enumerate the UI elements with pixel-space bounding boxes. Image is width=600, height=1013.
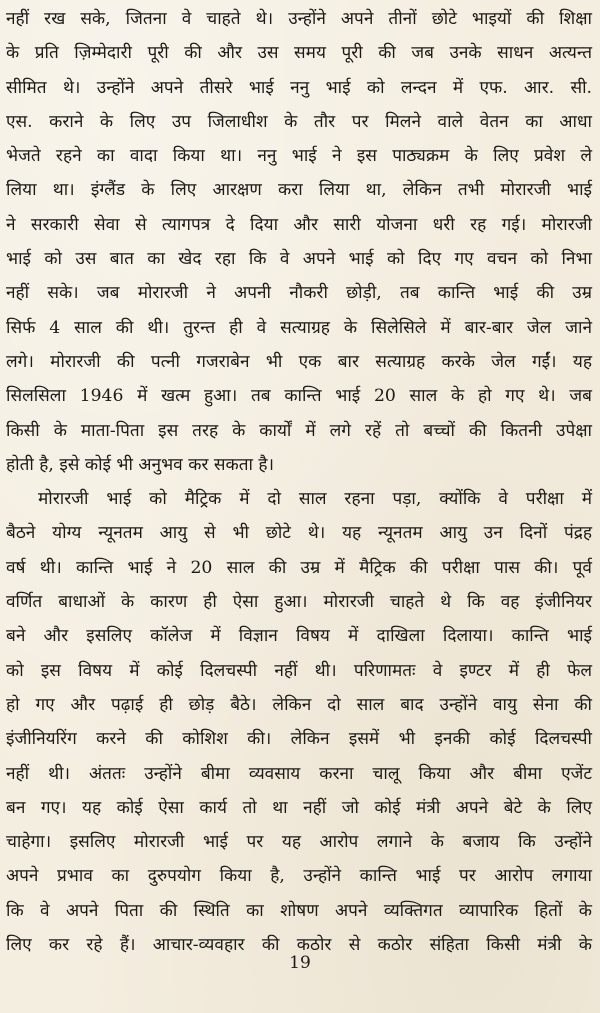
- body-text: [6, 2, 592, 962]
- text-line: लगे। मोरारजी की पत्नी गजराबेन भी एक बार सत्याग्रह करके जेल गईं। यह: [6, 351, 592, 372]
- text-line: भाई को उस बात का खेद रहा कि वे अपने भाई को दिए गए वचन को निभा: [6, 249, 592, 270]
- text-line: सीमित थे। उन्होंने अपने तीसरे भाई ननु भाई को लन्दन में एफ. आर. सी.: [6, 77, 592, 98]
- text-line: एस. कराने के लिए उप जिलाधीश के तौर पर मिलने वाले वेतन का आधा: [6, 111, 592, 132]
- text-line: नहीं रख सके, जितना वे चाहते थे। उन्होंने अपने तीनों छोटे भाइयों की शिक्षा: [6, 9, 592, 29]
- text-line: होती है, इसे कोई भी अनुभव कर सकता है।: [6, 454, 275, 475]
- text-line: हो गए और पढ़ाई ही छोड़ बैठे। लेकिन दो साल बाद उन्होंने वायु सेना की: [6, 694, 592, 715]
- text-line: इंजीनियरिंग करने की कोशिश की। लेकिन इसमें भी इनकी कोई दिलचस्पी: [6, 729, 592, 750]
- text-line: के प्रति ज़िम्मेदारी पूरी की और उस समय पूरी की जब उनके साधन अत्यन्त: [6, 43, 592, 64]
- text-line: वर्णित बाधाओं के कारण ही ऐसा हुआ। मोरारजी चाहते थे कि वह इंजीनियर: [6, 592, 592, 613]
- text-line: ने सरकारी सेवा से त्यागपत्र दे दिया और सारी योजना धरी रह गई। मोरारजी: [6, 214, 592, 235]
- text-line: मोरारजी भाई को मैट्रिक में दो साल रहना पड़ा, क्योंकि वे परीक्षा में: [38, 489, 592, 510]
- text-line: बन गए। यह कोई ऐसा कार्य तो था नहीं जो कोई मंत्री अपने बेटे के लिए: [6, 797, 592, 818]
- paragraph-2: [6, 482, 592, 962]
- text-line: लिए कर रहे हैं। आचार-व्यवहार की कठोर से कठोर संहिता किसी मंत्री के: [6, 935, 592, 956]
- text-line: भेजते रहने का वादा किया था। ननु भाई ने इस पाठ्यक्रम के लिए प्रवेश ले: [6, 146, 592, 167]
- text-line: वर्ष थी। कान्ति भाई ने 20 साल की उम्र में मैट्रिक की परीक्षा पास की। पूर्व: [6, 557, 592, 578]
- text-line: सिलसिला 1946 में खत्म हुआ। तब कान्ति भाई 20 साल के हो गए थे। जब: [6, 386, 592, 407]
- text-line: लिया था। इंग्लैंड के लिए आरक्षण करा लिया था, लेकिन तभी मोरारजी भाई: [6, 180, 592, 201]
- text-line: सिर्फ 4 साल की थी। तुरन्त ही वे सत्याग्रह के सिलेसिले में बार-बार जेल जाने: [6, 317, 592, 338]
- text-line: नहीं सके। जब मोरारजी ने अपनी नौकरी छोड़ी, तब कान्ति भाई की उम्र: [6, 283, 592, 304]
- text-line: कि वे अपने पिता की स्थिति का शोषण अपने व्यक्तिगत व्यापारिक हितों के: [6, 900, 592, 921]
- text-line: चाहेगा। इसलिए मोरारजी भाई पर यह आरोप लगाने के बजाय कि उन्होंने: [6, 832, 592, 853]
- page-number: 19: [289, 953, 311, 973]
- text-line: अपने प्रभाव का दुरुपयोग किया है, उन्होंने कान्ति भाई पर आरोप लगाया: [6, 866, 592, 887]
- paragraph-1: [6, 2, 592, 482]
- text-line: को इस विषय में कोई दिलचस्पी नहीं थी। परिणामतः वे इण्टर में ही फेल: [6, 660, 592, 681]
- text-line: किसी के माता-पिता इस तरह के कार्यों में लगे रहें तो बच्चों की कितनी उपेक्षा: [6, 420, 592, 441]
- text-line: नहीं थी। अंततः उन्होंने बीमा व्यवसाय करना चालू किया और बीमा एजेंट: [6, 763, 592, 784]
- text-line: बने और इसलिए कॉलेज में विज्ञान विषय में दाखिला दिलाया। कान्ति भाई: [6, 626, 592, 647]
- text-line: बैठने योग्य न्यूनतम आयु से भी छोटे थे। यह न्यूनतम आयु उन दिनों पंद्रह: [6, 523, 592, 544]
